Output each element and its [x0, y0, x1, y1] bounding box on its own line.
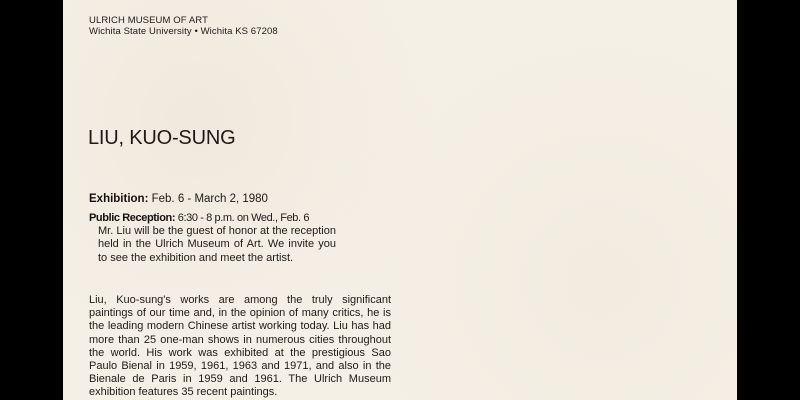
public-reception [89, 212, 389, 265]
museum-address: Wichita State University • Wichita KS 67208 [89, 26, 278, 37]
press-release-page [63, 0, 737, 400]
exhibition-dates [89, 192, 268, 206]
exhibition-label: Exhibition: [89, 193, 149, 205]
reception-description: Mr. Liu will be the guest of honor at the reception held in the Ulrich Museum of Art. We invite you to see the exhibition and meet the artist. [98, 225, 336, 264]
reception-heading [89, 212, 389, 225]
letterhead [89, 15, 278, 37]
museum-name: ULRICH MUSEUM OF ART [89, 15, 209, 26]
exhibition-value: Feb. 6 - March 2, 1980 [148, 193, 268, 205]
artist-title: LIU, KUO-SUNG [88, 127, 236, 149]
artist-description: Liu, Kuo-sung's works are among the truly significant paintings of our time and, in the opinion of many critics, he is the leading modern Chinese artist working today. Liu has had more than 25 one-man shows in numerous cities throughout the world. His work was exhibited at the prestigious Sao Paulo Bienal in 1959, 1961, 1963 and 1971, and also in the Bienale de Paris in 1959 and 1961. The Ulrich Museum exhibition features 35 recent paintings. [89, 294, 391, 399]
reception-time: 6:30 - 8 p.m. on Wed., Feb. 6 [175, 212, 310, 224]
reception-label: Public Reception: [89, 212, 176, 224]
